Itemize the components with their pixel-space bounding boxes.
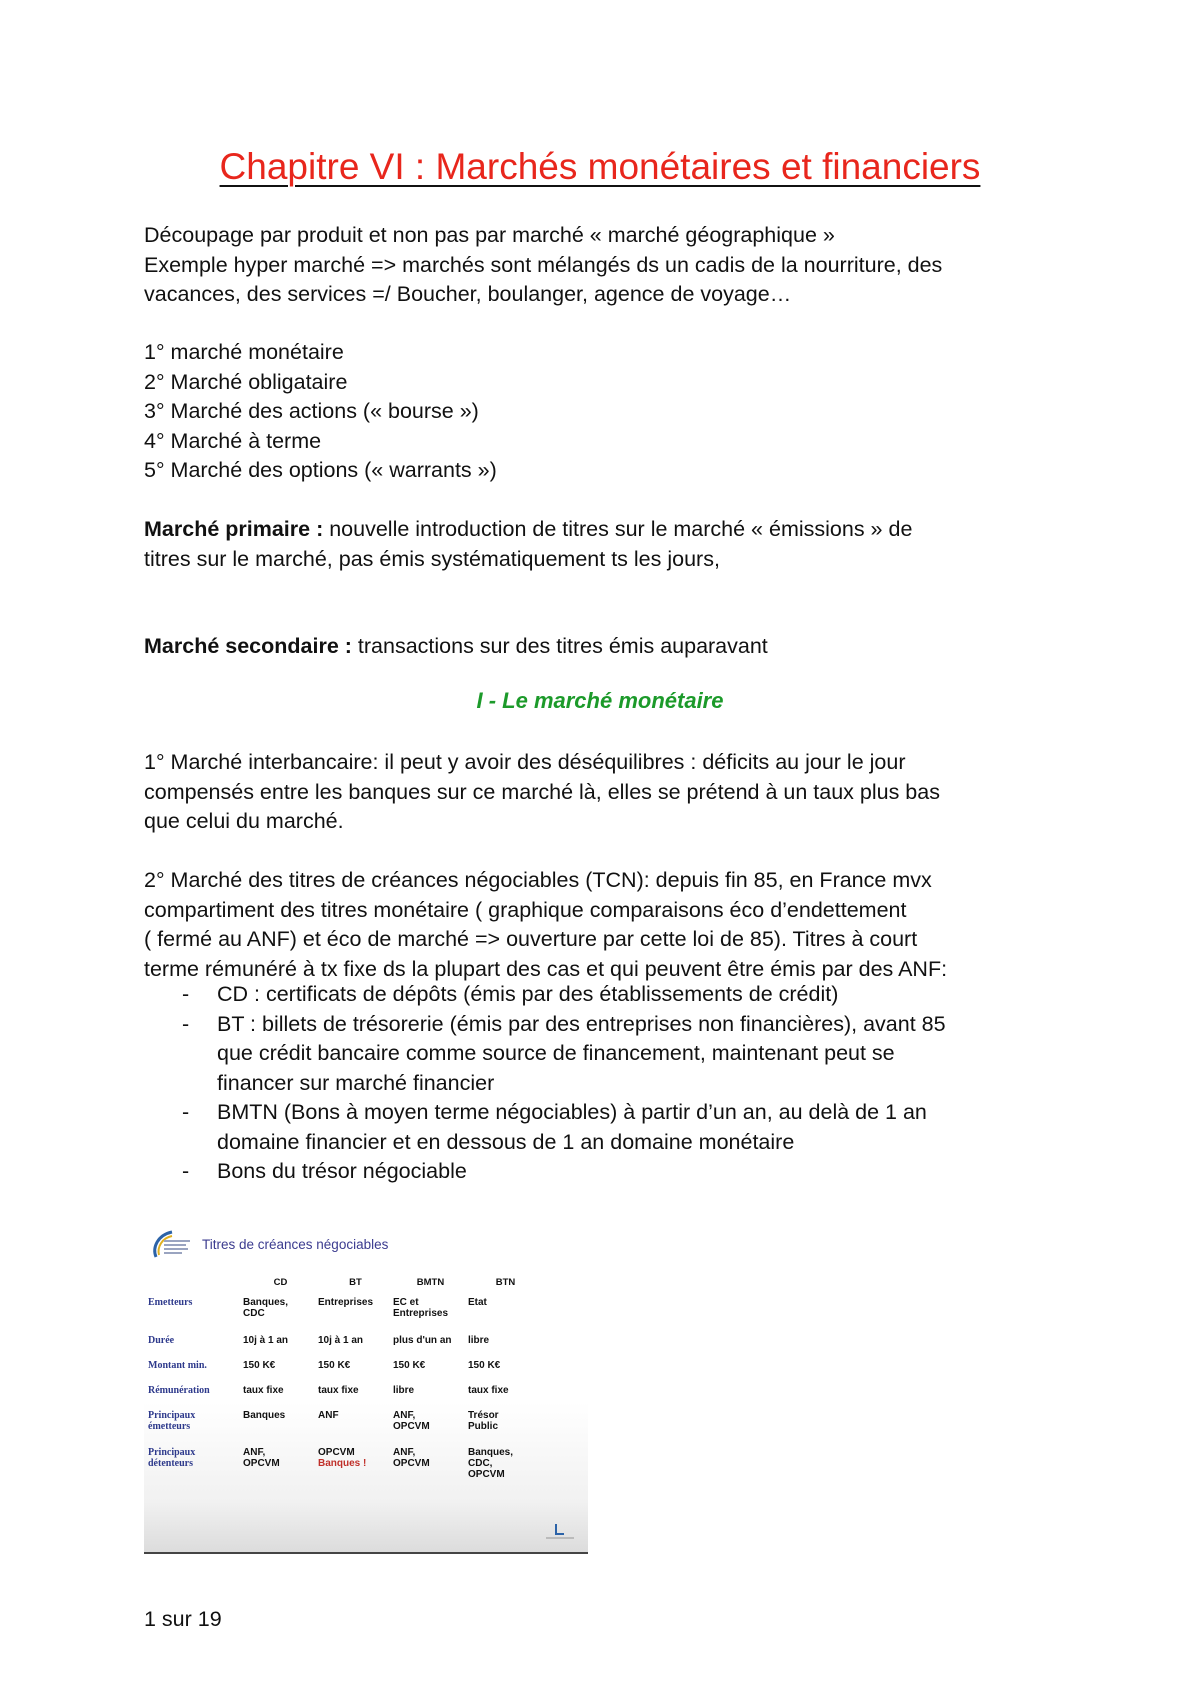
- list-item: [144, 1010, 1064, 1099]
- section-heading: I - Le marché monétaire: [476, 688, 724, 713]
- table-cell: taux fixe: [318, 1385, 359, 1396]
- table-cell: plus d'un an: [393, 1335, 452, 1346]
- table-cell: 150 K€: [393, 1360, 426, 1371]
- paragraph-line: terme rémunéré à tx fixe ds la plupart des cas et qui peuvent être émis par des ANF:: [144, 956, 948, 981]
- list-item-line: domaine financier et en dessous de 1 an domaine monétaire: [217, 1129, 795, 1154]
- row-header: Principaux détenteurs: [148, 1447, 196, 1469]
- list-item-line: BMTN (Bons à moyen terme négociables) à partir d’un an, au delà de 1 an: [217, 1100, 927, 1124]
- paragraph-line: 1° Marché interbancaire: il peut y avoir des déséquilibres : déficits au jour le jour: [144, 750, 906, 774]
- primary-market-label: Marché primaire :: [144, 517, 324, 541]
- table-cell: libre: [393, 1385, 415, 1396]
- market-item: 2° Marché obligataire: [144, 369, 348, 394]
- column-header: CD: [273, 1277, 288, 1288]
- bullet-dash: -: [182, 1011, 190, 1036]
- table-cell: EC et Entreprises: [393, 1297, 449, 1319]
- table-row: [144, 1360, 543, 1385]
- tcn-bullet-list: [144, 980, 1064, 1187]
- table-cell: taux fixe: [243, 1385, 284, 1396]
- intro-line: vacances, des services =/ Boucher, boulanger, agence de voyage…: [144, 282, 792, 306]
- corner-logo-icon: [540, 1522, 580, 1542]
- list-item-line: que crédit bancaire comme source de financement, maintenant peut se: [217, 1041, 895, 1065]
- list-item: [144, 1157, 1064, 1187]
- primary-market-text: nouvelle introduction de titres sur le marché « émissions » de: [323, 517, 913, 541]
- table-cell: 150 K€: [243, 1360, 276, 1371]
- list-item-line: BT : billets de trésorerie (émis par des entreprises non financières), avant 85: [217, 1011, 946, 1036]
- slide-title: Titres de créances négociables: [202, 1237, 389, 1252]
- table-row: [144, 1447, 543, 1493]
- tcn-paragraph: [144, 866, 1064, 984]
- table-cell: Trésor Public: [468, 1410, 499, 1432]
- tcn-comparison-table: [144, 1277, 543, 1493]
- primary-market-text: titres sur le marché, pas émis systématiquement ts les jours,: [144, 546, 720, 571]
- table-cell: ANF, OPCVM: [393, 1410, 430, 1432]
- table-cell: 10j à 1 an: [243, 1335, 289, 1346]
- institution-logo-icon: [150, 1229, 194, 1263]
- table-cell: Banques, CDC: [243, 1297, 289, 1319]
- paragraph-line: que celui du marché.: [144, 809, 344, 833]
- table-cell: 150 K€: [468, 1360, 501, 1371]
- table-cell: 150 K€: [318, 1360, 351, 1371]
- list-item-line: Bons du trésor négociable: [217, 1159, 467, 1183]
- paragraph-line: compartiment des titres monétaire ( graphique comparaisons éco d’endettement: [144, 897, 907, 922]
- column-header: BT: [349, 1277, 362, 1288]
- secondary-market-text: transactions sur des titres émis auparavant: [351, 634, 768, 658]
- list-item-line: financer sur marché financier: [217, 1070, 495, 1095]
- table-cell: OPCVM Banques !: [318, 1447, 367, 1469]
- intro-paragraph: [144, 221, 1064, 310]
- page-title: Chapitre VI : Marchés monétaires et financiers: [219, 146, 981, 187]
- table-row: [144, 1335, 543, 1360]
- table-header-row: [144, 1277, 543, 1297]
- row-header: Durée: [148, 1335, 175, 1346]
- bullet-dash: -: [182, 1100, 190, 1124]
- row-header: Principaux émetteurs: [148, 1410, 196, 1432]
- list-item: [144, 1098, 1064, 1157]
- table-row: [144, 1385, 543, 1410]
- row-header: Emetteurs: [148, 1297, 193, 1308]
- table-cell: Banques, CDC, OPCVM: [468, 1447, 514, 1480]
- table-cell: libre: [468, 1335, 490, 1346]
- row-header: Rémunération: [148, 1385, 210, 1396]
- table-cell: 10j à 1 an: [318, 1335, 364, 1346]
- list-item-line: CD : certificats de dépôts (émis par des établissements de crédit): [217, 982, 839, 1006]
- secondary-market-paragraph: [144, 632, 1064, 662]
- interbank-paragraph: [144, 748, 1064, 837]
- paragraph-line: compensés entre les banques sur ce marché là, elles se prétend à un taux plus bas: [144, 779, 940, 804]
- tcn-slide-image: [144, 1219, 588, 1554]
- table-cell: ANF: [318, 1410, 339, 1421]
- table-cell: Etat: [468, 1297, 487, 1308]
- paragraph-line: 2° Marché des titres de créances négociables (TCN): depuis fin 85, en France mvx: [144, 868, 932, 892]
- market-item: 1° marché monétaire: [144, 340, 344, 364]
- bullet-dash: -: [182, 1159, 190, 1183]
- intro-line: Découpage par produit et non pas par marché « marché géographique »: [144, 223, 835, 247]
- paragraph-line: ( fermé au ANF) et éco de marché => ouverture par cette loi de 85). Titres à court: [144, 927, 918, 951]
- table-row: [144, 1410, 543, 1447]
- column-header: BTN: [495, 1277, 516, 1288]
- market-list: [144, 338, 1064, 486]
- column-header: BMTN: [416, 1277, 445, 1288]
- table-cell: ANF, OPCVM: [243, 1447, 280, 1469]
- list-item: [144, 980, 1064, 1010]
- secondary-market-label: Marché secondaire :: [144, 634, 352, 658]
- market-item: 5° Marché des options (« warrants »): [144, 458, 497, 482]
- table-cell: Banques: [243, 1410, 286, 1421]
- column-header: [144, 1277, 243, 1297]
- row-header: Montant min.: [148, 1360, 207, 1371]
- intro-line: Exemple hyper marché => marchés sont mélangés ds un cadis de la nourriture, des: [144, 252, 943, 277]
- table-row: [144, 1297, 543, 1335]
- market-item: 3° Marché des actions (« bourse »): [144, 399, 479, 423]
- table-cell: taux fixe: [468, 1385, 509, 1396]
- market-item: 4° Marché à terme: [144, 428, 322, 453]
- primary-market-paragraph: [144, 515, 1064, 574]
- page-number: 1 sur 19: [144, 1607, 222, 1631]
- table-cell: ANF, OPCVM: [393, 1447, 430, 1469]
- table-cell: Entreprises: [318, 1297, 374, 1308]
- bullet-dash: -: [182, 982, 190, 1006]
